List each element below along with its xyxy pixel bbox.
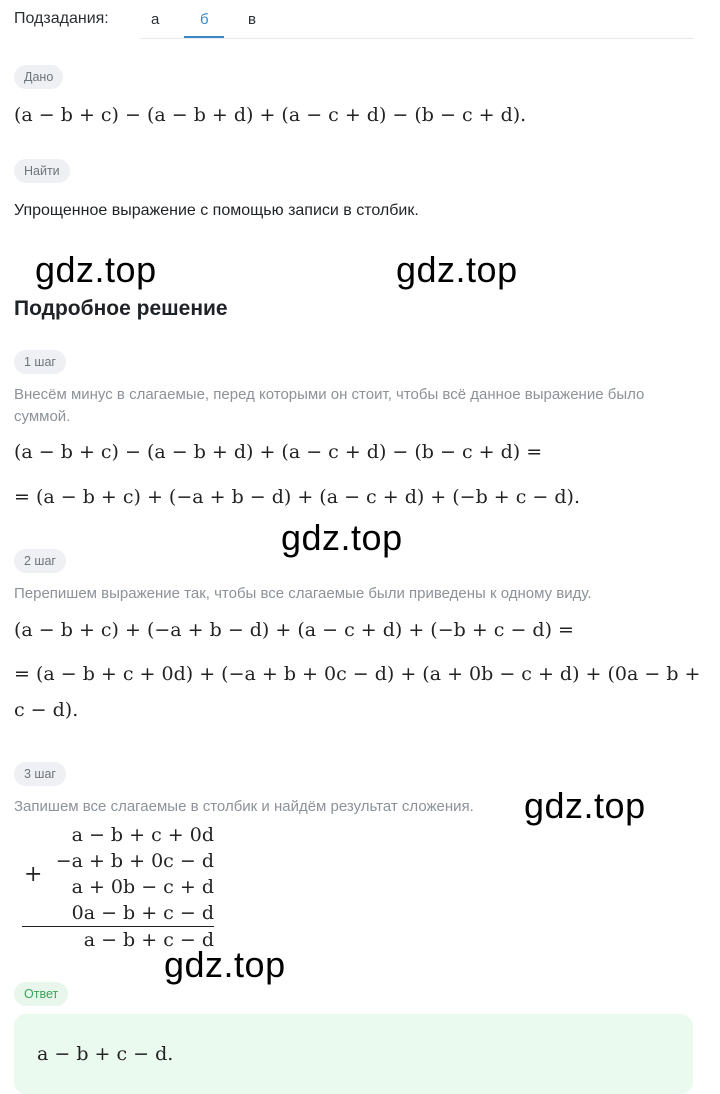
given-badge: Дано — [14, 65, 63, 89]
step-1-badge: 1 шаг — [14, 350, 66, 374]
watermark: gdz.top — [164, 944, 286, 985]
step-1-line-2: = (a − b + c) + (−a + b − d) + (a − c + d) + (−b + c − d). — [14, 486, 581, 508]
column-result: a − b + c − d — [83, 929, 214, 951]
answer-text: a − b + c − d. — [37, 1043, 174, 1065]
answer-badge: Ответ — [14, 982, 68, 1006]
step-3-badge: 3 шаг — [14, 762, 66, 786]
column-plus-sign: + — [24, 862, 43, 887]
active-tab-indicator — [184, 36, 224, 38]
tab-a[interactable]: а — [151, 11, 160, 28]
step-2-line-1: (a − b + c) + (−a + b − d) + (a − c + d) + (−b + c − d) = — [14, 619, 574, 641]
column-row-last-wrap — [14, 900, 214, 927]
step-2-badge: 2 шаг — [14, 549, 66, 573]
step-1-line-1: (a − b + c) − (a − b + d) + (a − c + d) − (b − c + d) = — [14, 441, 543, 463]
tab-b[interactable]: б — [200, 11, 209, 28]
step-3-hint: Запишем все слагаемые в столбик и найдём результат сложения. — [14, 798, 474, 815]
watermark: gdz.top — [524, 785, 646, 826]
step-2-line-2: = (a − b + c + 0d) + (−a + b + 0c − d) + (a + 0b − c + d) + (0a − b + — [14, 663, 701, 685]
find-badge: Найти — [14, 159, 70, 183]
step-2-line-3: c − d). — [14, 699, 79, 721]
column-row: a − b + c + 0d — [71, 824, 214, 846]
watermark: gdz.top — [396, 249, 518, 290]
column-addition — [14, 822, 214, 953]
step-2-hint: Перепишем выражение так, чтобы все слагаемые были приведены к одному виду. — [14, 585, 592, 602]
solution-title: Подробное решение — [14, 297, 228, 320]
column-row: a + 0b − c + d — [71, 876, 214, 898]
column-row: −a + b + 0c − d — [55, 850, 214, 872]
subtasks-label: Подзадания: — [14, 10, 109, 27]
find-text: Упрощенное выражение с помощью записи в столбик. — [14, 202, 419, 219]
watermark: gdz.top — [281, 517, 403, 558]
given-expression: (a − b + c) − (a − b + d) + (a − c + d) − (b − c + d). — [14, 104, 527, 126]
column-row: 0a − b + c − d — [22, 900, 214, 927]
step-1-hint: Внесём минус в слагаемые, перед которыми он стоит, чтобы всё данное выражение было суммой. — [14, 386, 645, 425]
tabs-divider — [140, 38, 693, 39]
watermark: gdz.top — [35, 249, 157, 290]
tab-v[interactable]: в — [248, 11, 256, 28]
